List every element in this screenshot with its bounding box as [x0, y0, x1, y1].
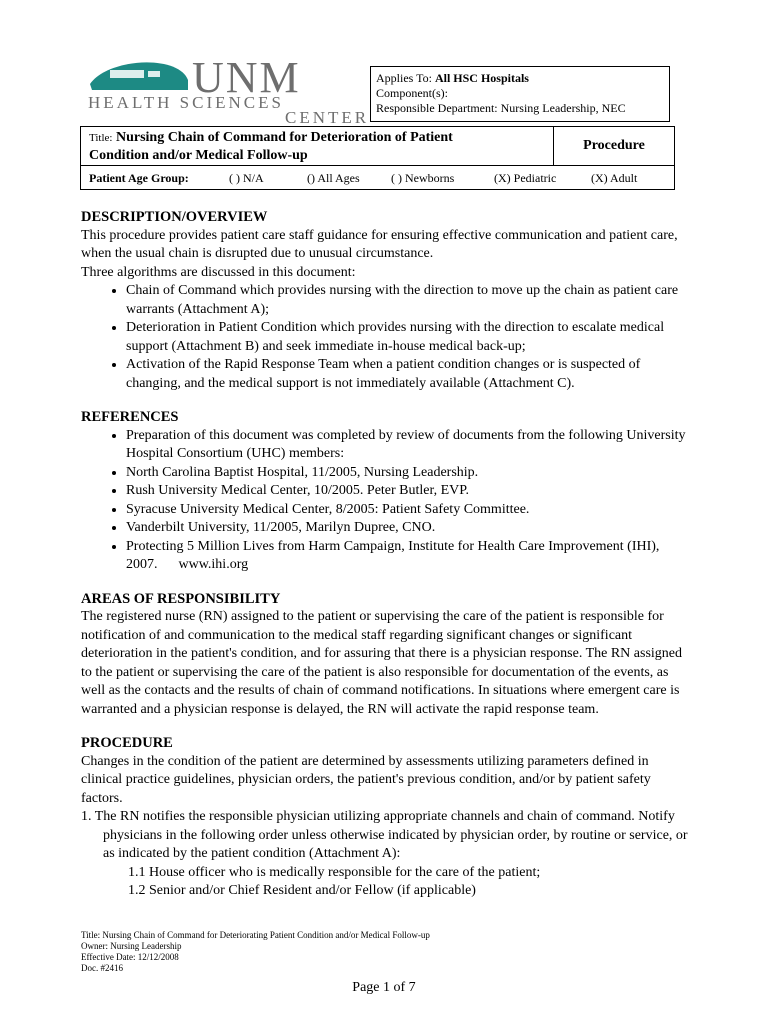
- references-list: [81, 427, 691, 575]
- procedure-substep-1-2: 1.2 Senior and/or Chief Resident and/or Fellow (if applicable): [128, 883, 476, 898]
- applies-label: Applies To:: [376, 71, 435, 85]
- list-item: • Deterioration in Patient Condition which provides nursing with the direction to escalate medical support (Attachment B) and seek immediate in-house medical back-up;: [126, 319, 691, 356]
- footer-owner: Owner: Nursing Leadership: [81, 941, 182, 951]
- description-heading: DESCRIPTION/OVERVIEW: [81, 209, 268, 225]
- list-item: • Chain of Command which provides nursing with the direction to move up the chain as patient care warrants (Attachment A);: [126, 282, 691, 319]
- procedure-step-1: 1. The RN notifies the responsible physician utilizing appropriate channels and chain of command. Notify physicians in the following order unless otherwise indicated by physician order, by routine or service, or as indicated by the patient condition (Attachment A):: [81, 809, 688, 861]
- references-heading: REFERENCES: [81, 409, 179, 425]
- age-adult: (X) Adult: [591, 171, 638, 185]
- list-item: • Syracuse University Medical Center, 8/2005: Patient Safety Committee.: [126, 501, 691, 520]
- document-body: [81, 208, 691, 901]
- description-intro: This procedure provides patient care staff guidance for ensuring effective communication and patient care, when the usual chain is disrupted due to unusual circumstance.: [81, 227, 678, 261]
- title-line2: Condition and/or Medical Follow-up: [89, 148, 308, 163]
- footer-effective-date: Effective Date: 12/12/2008: [81, 952, 179, 962]
- age-pediatric: (X) Pediatric: [494, 171, 557, 185]
- patient-age-group-row: [81, 165, 674, 191]
- list-item: • Rush University Medical Center, 10/2005. Peter Butler, EVP.: [126, 482, 691, 501]
- logo-health-sciences-text: HEALTH SCIENCES: [88, 93, 284, 112]
- logo-center-text: CENTER: [285, 108, 370, 127]
- responsibility-text: The registered nurse (RN) assigned to the patient or supervising the care of the patient is responsible for notification of and communication to the medical staff regarding significant changes or significant deterioration in the patient's condition, and for assuring that there is a physician response. The RN assigned to the patient or supervising the care of the patient is also responsible for documentation of the events, as well as the contacts and the results of chain of command notifications. In situations where emergent care is warranted and a physician response is delayed, the RN will activate the rapid response team.: [81, 609, 683, 717]
- procedure-heading: PROCEDURE: [81, 735, 173, 751]
- list-item: • Vanderbilt University, 11/2005, Marilyn Dupree, CNO.: [126, 519, 691, 538]
- logo-unm-text: UNM: [192, 53, 301, 102]
- footer-doc-number: Doc. #2416: [81, 963, 123, 973]
- list-item: • Preparation of this document was completed by review of documents from the following University Hospital Consortium (UHC) members:: [126, 427, 691, 464]
- description-intro2: Three algorithms are discussed in this document:: [81, 264, 356, 280]
- footer-title: Title: Nursing Chain of Command for Deteriorating Patient Condition and/or Medical Follow-up: [81, 930, 430, 940]
- age-all: () All Ages: [307, 171, 360, 185]
- description-list: [81, 282, 691, 393]
- applies-to-box: [370, 66, 670, 122]
- title-line1: Nursing Chain of Command for Deterioration of Patient: [115, 130, 453, 145]
- procedure-substep-1-1: 1.1 House officer who is medically responsible for the care of the patient;: [128, 864, 541, 880]
- document-type: Procedure: [583, 138, 645, 153]
- age-group-label: Patient Age Group:: [89, 171, 189, 185]
- title-label: Title:: [89, 132, 113, 144]
- components-label: Component(s):: [376, 86, 448, 100]
- responsible-department: Responsible Department: Nursing Leadership, NEC: [376, 101, 626, 115]
- age-na: ( ) N/A: [229, 171, 264, 185]
- list-item: • Protecting 5 Million Lives from Harm Campaign, Institute for Health Care Improvement (IHI), 2007. www.ihi.org: [126, 538, 691, 575]
- responsibility-heading: AREAS OF RESPONSIBILITY: [81, 590, 281, 607]
- title-table: [80, 126, 675, 190]
- page-number: Page 1 of 7: [352, 980, 416, 995]
- list-item: • Activation of the Rapid Response Team when a patient condition changes or is suspected of changing, and the medical support is not immediately available (Attachment C).: [126, 356, 691, 393]
- list-item: • North Carolina Baptist Hospital, 11/2005, Nursing Leadership.: [126, 464, 691, 483]
- document-footer: [81, 930, 430, 974]
- procedure-intro: Changes in the condition of the patient are determined by assessments utilizing parameters defined in clinical practice guidelines, physician orders, the patient's previous condition, and/or by patient safety factors.: [81, 753, 651, 806]
- applies-value: All HSC Hospitals: [434, 71, 529, 85]
- title-cell: [81, 127, 554, 165]
- age-newborns: ( ) Newborns: [391, 171, 455, 185]
